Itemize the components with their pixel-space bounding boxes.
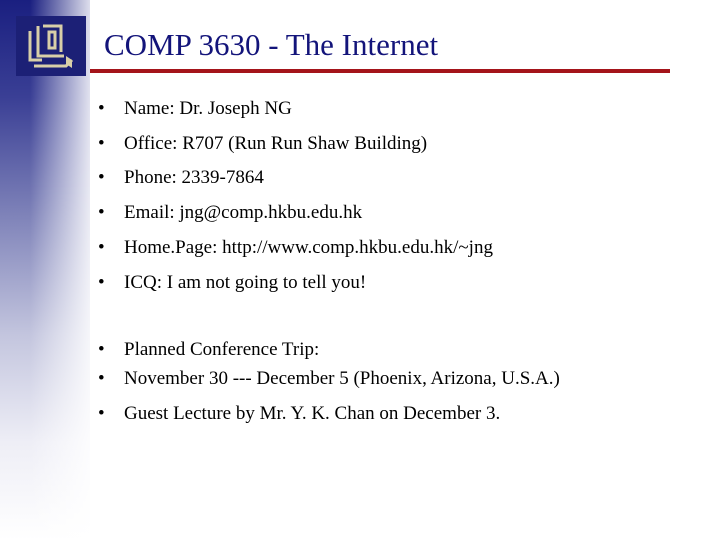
list-item — [98, 398, 638, 430]
list-item — [98, 366, 638, 398]
contact-list — [98, 92, 638, 300]
list-item-text: November 30 --- December 5 (Phoenix, Arizona, U.S.A.) — [124, 368, 560, 389]
bullet-icon: • — [98, 339, 105, 360]
list-item — [98, 161, 638, 196]
bullet-icon: • — [98, 368, 105, 389]
list-item — [98, 231, 638, 266]
list-item — [98, 127, 638, 162]
bullet-icon: • — [98, 236, 105, 258]
list-item-text: Guest Lecture by Mr. Y. K. Chan on December 3. — [124, 403, 501, 424]
bullet-icon: • — [98, 132, 105, 154]
bullet-icon: • — [98, 202, 105, 224]
bullet-icon: • — [98, 167, 105, 189]
book-icon — [16, 16, 86, 76]
university-logo — [16, 16, 86, 76]
list-item-text: Name: Dr. Joseph NG — [124, 98, 292, 119]
bullet-icon: • — [98, 403, 105, 424]
list-item-text: Phone: 2339-7864 — [124, 167, 264, 189]
side-band-fade — [30, 0, 90, 540]
list-item-text: ICQ: I am not going to tell you! — [124, 271, 367, 293]
list-item — [98, 334, 638, 366]
list-item-text: Email: jng@comp.hkbu.edu.hk — [124, 202, 363, 224]
side-gradient-band — [0, 0, 90, 540]
list-item — [98, 266, 638, 301]
list-item-text: Home.Page: http://www.comp.hkbu.edu.hk/~jng — [124, 236, 493, 258]
trip-list — [98, 334, 638, 430]
bullet-icon: • — [98, 271, 105, 293]
list-item-text: Planned Conference Trip: — [124, 339, 320, 360]
slide-title: COMP 3630 - The Internet — [104, 27, 439, 62]
bullet-icon: • — [98, 98, 105, 119]
title-underline — [90, 69, 670, 73]
list-item — [98, 92, 638, 127]
list-item — [98, 196, 638, 231]
list-item-text: Office: R707 (Run Run Shaw Building) — [124, 132, 428, 154]
